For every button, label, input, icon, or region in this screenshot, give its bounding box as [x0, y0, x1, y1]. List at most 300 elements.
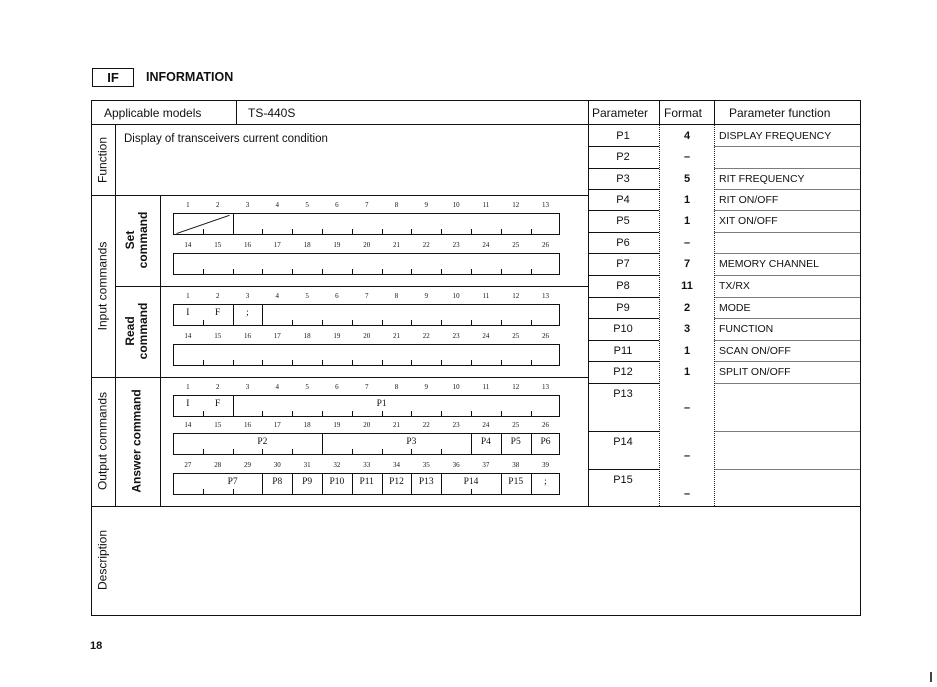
grid-index-number: 16	[244, 241, 251, 249]
grid-param: P1	[376, 399, 387, 409]
rule	[588, 100, 589, 506]
param-name: P4	[616, 194, 630, 206]
param-row-rule	[588, 361, 659, 362]
grid-index-number: 27	[184, 461, 192, 469]
grid-index-number: 26	[542, 332, 549, 340]
param-row-rule	[588, 275, 659, 276]
grid-tick	[203, 360, 204, 365]
grid-index-number: 12	[512, 292, 520, 300]
grid-tick	[531, 269, 532, 274]
grid-index-number: 4	[275, 201, 280, 209]
param-format: 1	[683, 366, 691, 378]
grid-index-number: 37	[482, 461, 490, 469]
grid-letter: I	[186, 308, 190, 318]
param-format: 11	[681, 280, 693, 292]
grid-box	[173, 395, 560, 417]
grid-box	[173, 344, 560, 366]
grid-tick	[531, 229, 532, 234]
grid-index-number: 1	[186, 292, 190, 300]
grid-param: P3	[406, 437, 417, 447]
grid-index-number: 35	[422, 461, 430, 469]
grid-index-number: 13	[542, 201, 549, 209]
grid-divider	[471, 433, 472, 455]
param-row-rule	[588, 297, 659, 298]
grid-tick	[501, 360, 502, 365]
function-text: Display of transceivers current condition	[124, 133, 328, 145]
grid-index-number: 8	[394, 383, 399, 391]
param-row-rule	[588, 431, 659, 432]
grid-param: ;	[544, 477, 547, 487]
param-row-rule	[714, 253, 861, 254]
rule	[714, 125, 715, 506]
grid-divider	[322, 433, 323, 455]
param-format: –	[683, 402, 691, 414]
grid-tick	[262, 449, 263, 454]
grid-divider	[411, 473, 412, 495]
param-row-rule	[714, 232, 861, 233]
param-format: –	[683, 450, 691, 462]
grid-tick	[501, 320, 502, 325]
grid-index-number: 3	[245, 383, 250, 391]
rule	[659, 125, 660, 506]
grid-index-number: 22	[422, 332, 430, 340]
grid-divider	[262, 304, 263, 326]
grid-tick	[441, 411, 442, 416]
param-format: –	[683, 151, 691, 163]
rule	[115, 286, 588, 287]
grid-tick	[322, 411, 323, 416]
grid-index-number: 15	[214, 241, 222, 249]
param-name: P2	[616, 151, 630, 163]
grid-index-number: 32	[333, 461, 341, 469]
grid-index-number: 25	[512, 421, 520, 429]
description-label: Description	[95, 529, 110, 591]
grid-tick	[262, 411, 263, 416]
grid-tick	[471, 489, 472, 494]
grid-tick	[441, 269, 442, 274]
grid-tick	[352, 360, 353, 365]
grid-tick	[352, 269, 353, 274]
grid-tick	[233, 489, 234, 494]
grid-index-number: 22	[422, 241, 430, 249]
grid-tick	[352, 411, 353, 416]
grid-index-number: 15	[214, 332, 222, 340]
param-header-function: Parameter function	[729, 106, 831, 120]
param-row-rule	[714, 383, 861, 384]
param-row-rule	[588, 210, 659, 211]
grid-tick	[501, 229, 502, 234]
param-name: P6	[616, 237, 630, 249]
grid-index-number: 14	[184, 421, 192, 429]
grid-tick	[322, 360, 323, 365]
grid-param: P15	[508, 477, 524, 487]
grid-divider	[233, 304, 234, 326]
param-function: RIT ON/OFF	[719, 194, 779, 206]
param-function: SCAN ON/OFF	[719, 345, 791, 357]
grid-tick	[441, 229, 442, 234]
grid-index-number: 26	[542, 241, 549, 249]
grid-tick	[471, 320, 472, 325]
param-row-rule	[588, 168, 659, 169]
grid-tick	[262, 229, 263, 234]
grid-index-number: 10	[452, 383, 460, 391]
grid-tick	[471, 360, 472, 365]
grid-divider	[233, 395, 234, 417]
grid-index-number: 12	[512, 201, 520, 209]
grid-index-number: 21	[393, 332, 400, 340]
param-row-rule	[714, 275, 861, 276]
grid-tick	[262, 360, 263, 365]
grid-param: P5	[510, 437, 521, 447]
param-function: TX/RX	[719, 280, 750, 292]
grid-divider	[531, 473, 532, 495]
grid-tick	[411, 269, 412, 274]
grid-index-number: 9	[424, 383, 429, 391]
param-row-rule	[714, 431, 861, 432]
param-row-rule	[588, 146, 659, 147]
grid-index-number: 16	[244, 332, 251, 340]
grid-index-number: 24	[482, 241, 490, 249]
grid-index-number: 39	[542, 461, 549, 469]
grid-index-number: 10	[452, 292, 460, 300]
grid-tick	[411, 449, 412, 454]
grid-tick	[411, 411, 412, 416]
grid-index-number: 26	[542, 421, 549, 429]
grid-index-number: 20	[363, 421, 371, 429]
grid-letter: F	[215, 308, 221, 318]
grid-tick	[322, 269, 323, 274]
grid-index-number: 12	[512, 383, 520, 391]
grid-tick	[441, 360, 442, 365]
param-name: P10	[613, 323, 633, 335]
grid-index-number: 2	[215, 292, 220, 300]
function-label: Function	[95, 136, 110, 184]
rule	[714, 100, 715, 125]
grid-tick	[411, 360, 412, 365]
param-name: P3	[616, 173, 630, 185]
param-row-rule	[714, 168, 861, 169]
grid-index-number: 5	[305, 292, 309, 300]
grid-param: P14	[463, 477, 479, 487]
param-function: RIT FREQUENCY	[719, 173, 805, 185]
grid-tick	[322, 229, 323, 234]
rule	[91, 506, 861, 507]
param-row-rule	[588, 318, 659, 319]
grid-index-number: 23	[452, 332, 460, 340]
grid-divider	[501, 473, 502, 495]
grid-tick	[322, 320, 323, 325]
rule	[588, 124, 861, 125]
grid-index-number: 34	[393, 461, 400, 469]
applicable-models-label: Applicable models	[104, 106, 202, 120]
grid-index-number: 38	[512, 461, 520, 469]
grid-index-number: 25	[512, 332, 520, 340]
grid-tick	[501, 269, 502, 274]
grid-index-number: 29	[244, 461, 251, 469]
param-name: P12	[613, 366, 633, 378]
grid-index-number: 7	[364, 201, 369, 209]
param-function: XIT ON/OFF	[719, 215, 778, 227]
grid-tick	[352, 449, 353, 454]
rule	[236, 100, 237, 124]
grid-index-number: 24	[482, 332, 490, 340]
grid-tick	[382, 229, 383, 234]
grid-tick	[292, 269, 293, 274]
rule	[91, 195, 588, 196]
rule	[91, 377, 588, 378]
grid-tick	[233, 449, 234, 454]
grid-index-number: 15	[214, 421, 222, 429]
grid-tick	[292, 229, 293, 234]
grid-letter: ;	[246, 308, 249, 318]
grid-index-number: 19	[333, 241, 341, 249]
grid-box	[173, 433, 560, 455]
grid-tick	[382, 360, 383, 365]
grid-index-number: 10	[452, 201, 460, 209]
param-row-rule	[714, 146, 861, 147]
param-row-rule	[714, 469, 861, 470]
grid-tick	[441, 449, 442, 454]
answer-command-label: Answer command	[129, 389, 144, 493]
param-name: P9	[616, 302, 630, 314]
grid-tick	[203, 229, 204, 234]
param-row-rule	[714, 340, 861, 341]
grid-param: P10	[329, 477, 345, 487]
grid-index-number: 33	[363, 461, 371, 469]
grid-param: P6	[540, 437, 551, 447]
grid-tick	[203, 489, 204, 494]
grid-index-number: 11	[482, 383, 490, 391]
param-row-rule	[714, 318, 861, 319]
grid-letter: F	[215, 399, 221, 409]
param-row-rule	[588, 232, 659, 233]
grid-index-number: 3	[245, 292, 250, 300]
grid-index-number: 25	[512, 241, 520, 249]
param-name: P8	[616, 280, 630, 292]
grid-param: P4	[480, 437, 491, 447]
param-header-format: Format	[664, 106, 703, 120]
grid-index-number: 6	[335, 383, 339, 391]
grid-index-number: 4	[275, 292, 280, 300]
grid-tick	[501, 411, 502, 416]
grid-divider	[262, 473, 263, 495]
grid-index-number: 8	[394, 292, 399, 300]
rule	[91, 124, 588, 125]
read-command-text: Read command	[123, 302, 150, 360]
grid-index-number: 17	[273, 421, 281, 429]
grid-index-number: 11	[482, 292, 490, 300]
param-name: P11	[613, 345, 633, 357]
edge-mark	[930, 672, 932, 682]
grid-index-number: 21	[393, 241, 400, 249]
grid-param: P9	[302, 477, 313, 487]
grid-tick	[382, 411, 383, 416]
grid-tick	[411, 229, 412, 234]
param-format: 3	[683, 323, 691, 335]
page-number: 18	[90, 640, 103, 652]
grid-divider	[233, 213, 234, 235]
grid-index-number: 11	[482, 201, 490, 209]
grid-index-number: 16	[244, 421, 251, 429]
grid-index-number: 5	[305, 383, 309, 391]
grid-param: P2	[257, 437, 268, 447]
param-format: 4	[683, 130, 691, 142]
grid-letter: I	[186, 399, 190, 409]
set-command-label	[124, 212, 150, 269]
param-format: 1	[683, 194, 691, 206]
param-format: 1	[683, 215, 691, 227]
param-row-rule	[588, 189, 659, 190]
grid-index-number: 13	[542, 292, 549, 300]
grid-index-number: 6	[335, 292, 339, 300]
grid-index-number: 14	[184, 241, 192, 249]
param-name: P7	[616, 258, 630, 270]
grid-index-number: 3	[245, 201, 250, 209]
grid-divider	[322, 473, 323, 495]
grid-index-number: 8	[394, 201, 399, 209]
param-name: P1	[616, 130, 630, 142]
param-row-rule	[588, 469, 659, 470]
grid-tick	[382, 320, 383, 325]
param-format: 2	[683, 302, 691, 314]
grid-divider	[382, 473, 383, 495]
grid-divider	[352, 473, 353, 495]
param-function: SPLIT ON/OFF	[719, 366, 791, 378]
param-header-parameter: Parameter	[592, 106, 649, 120]
param-row-rule	[714, 210, 861, 211]
grid-index-number: 23	[452, 421, 460, 429]
grid-tick	[203, 320, 204, 325]
grid-index-number: 9	[424, 201, 429, 209]
param-row-rule	[588, 253, 659, 254]
grid-index-number: 9	[424, 292, 429, 300]
param-format: 7	[683, 258, 691, 270]
param-name: P5	[616, 215, 630, 227]
grid-index-number: 28	[214, 461, 222, 469]
grid-index-number: 19	[333, 332, 341, 340]
grid-tick	[262, 269, 263, 274]
set-command-text: Set command	[123, 211, 150, 269]
grid-index-number: 24	[482, 421, 490, 429]
grid-tick	[233, 360, 234, 365]
grid-index-number: 13	[542, 383, 549, 391]
input-commands-label: Input commands	[95, 241, 110, 331]
grid-index-number: 20	[363, 332, 371, 340]
param-format: –	[683, 488, 691, 500]
grid-tick	[292, 320, 293, 325]
param-format: 1	[683, 345, 691, 357]
grid-index-number: 7	[364, 292, 369, 300]
grid-index-number: 7	[364, 383, 369, 391]
grid-tick	[203, 411, 204, 416]
grid-index-number: 21	[393, 421, 400, 429]
grid-tick	[471, 411, 472, 416]
applicable-models-value: TS-440S	[248, 106, 296, 120]
param-name: P14	[613, 436, 633, 448]
grid-divider	[441, 473, 442, 495]
grid-index-number: 6	[335, 201, 339, 209]
param-name: P15	[613, 474, 633, 486]
grid-param: P12	[389, 477, 404, 487]
grid-index-number: 36	[452, 461, 460, 469]
grid-param: P7	[227, 477, 238, 487]
param-row-rule	[714, 189, 861, 190]
grid-divider	[292, 473, 293, 495]
rule	[115, 124, 116, 506]
param-function: FUNCTION	[719, 323, 774, 335]
param-format: 5	[683, 173, 691, 185]
command-code-box: IF	[92, 68, 134, 87]
grid-index-number: 2	[215, 383, 220, 391]
grid-index-number: 20	[363, 241, 371, 249]
grid-tick	[411, 320, 412, 325]
grid-param: P11	[359, 477, 374, 487]
grid-tick	[382, 269, 383, 274]
grid-index-number: 14	[184, 332, 192, 340]
grid-tick	[531, 360, 532, 365]
param-name: P13	[613, 388, 633, 400]
read-command-label	[124, 303, 150, 360]
grid-index-number: 17	[273, 332, 281, 340]
grid-index-number: 5	[305, 201, 309, 209]
grid-tick	[441, 320, 442, 325]
grid-box	[173, 253, 560, 275]
grid-tick	[531, 411, 532, 416]
grid-index-number: 2	[215, 201, 220, 209]
rule	[160, 195, 161, 506]
command-title: INFORMATION	[146, 70, 234, 84]
grid-tick	[471, 229, 472, 234]
grid-index-number: 18	[303, 241, 311, 249]
param-function: MODE	[719, 302, 751, 314]
grid-index-number: 17	[273, 241, 281, 249]
grid-tick	[203, 449, 204, 454]
grid-tick	[531, 320, 532, 325]
grid-index-number: 18	[303, 421, 311, 429]
grid-index-number: 1	[186, 201, 190, 209]
grid-tick	[471, 269, 472, 274]
output-commands-label: Output commands	[95, 391, 110, 491]
param-row-rule	[714, 297, 861, 298]
grid-tick	[352, 229, 353, 234]
param-function: MEMORY CHANNEL	[719, 258, 819, 270]
grid-box	[173, 304, 560, 326]
grid-divider	[501, 433, 502, 455]
grid-box	[173, 213, 560, 235]
grid-index-number: 23	[452, 241, 460, 249]
grid-tick	[292, 360, 293, 365]
param-format: –	[683, 237, 691, 249]
grid-tick	[292, 449, 293, 454]
grid-param: P13	[418, 477, 434, 487]
param-row-rule	[714, 361, 861, 362]
param-row-rule	[588, 383, 659, 384]
grid-tick	[382, 449, 383, 454]
grid-index-number: 4	[275, 383, 280, 391]
grid-tick	[352, 320, 353, 325]
grid-tick	[292, 411, 293, 416]
grid-tick	[233, 269, 234, 274]
rule	[659, 100, 660, 125]
grid-index-number: 18	[303, 332, 311, 340]
grid-index-number: 30	[273, 461, 281, 469]
param-function: DISPLAY FREQUENCY	[719, 130, 832, 142]
grid-index-number: 31	[303, 461, 311, 469]
grid-index-number: 19	[333, 421, 341, 429]
grid-param: P8	[272, 477, 283, 487]
grid-index-number: 22	[422, 421, 430, 429]
param-row-rule	[588, 340, 659, 341]
